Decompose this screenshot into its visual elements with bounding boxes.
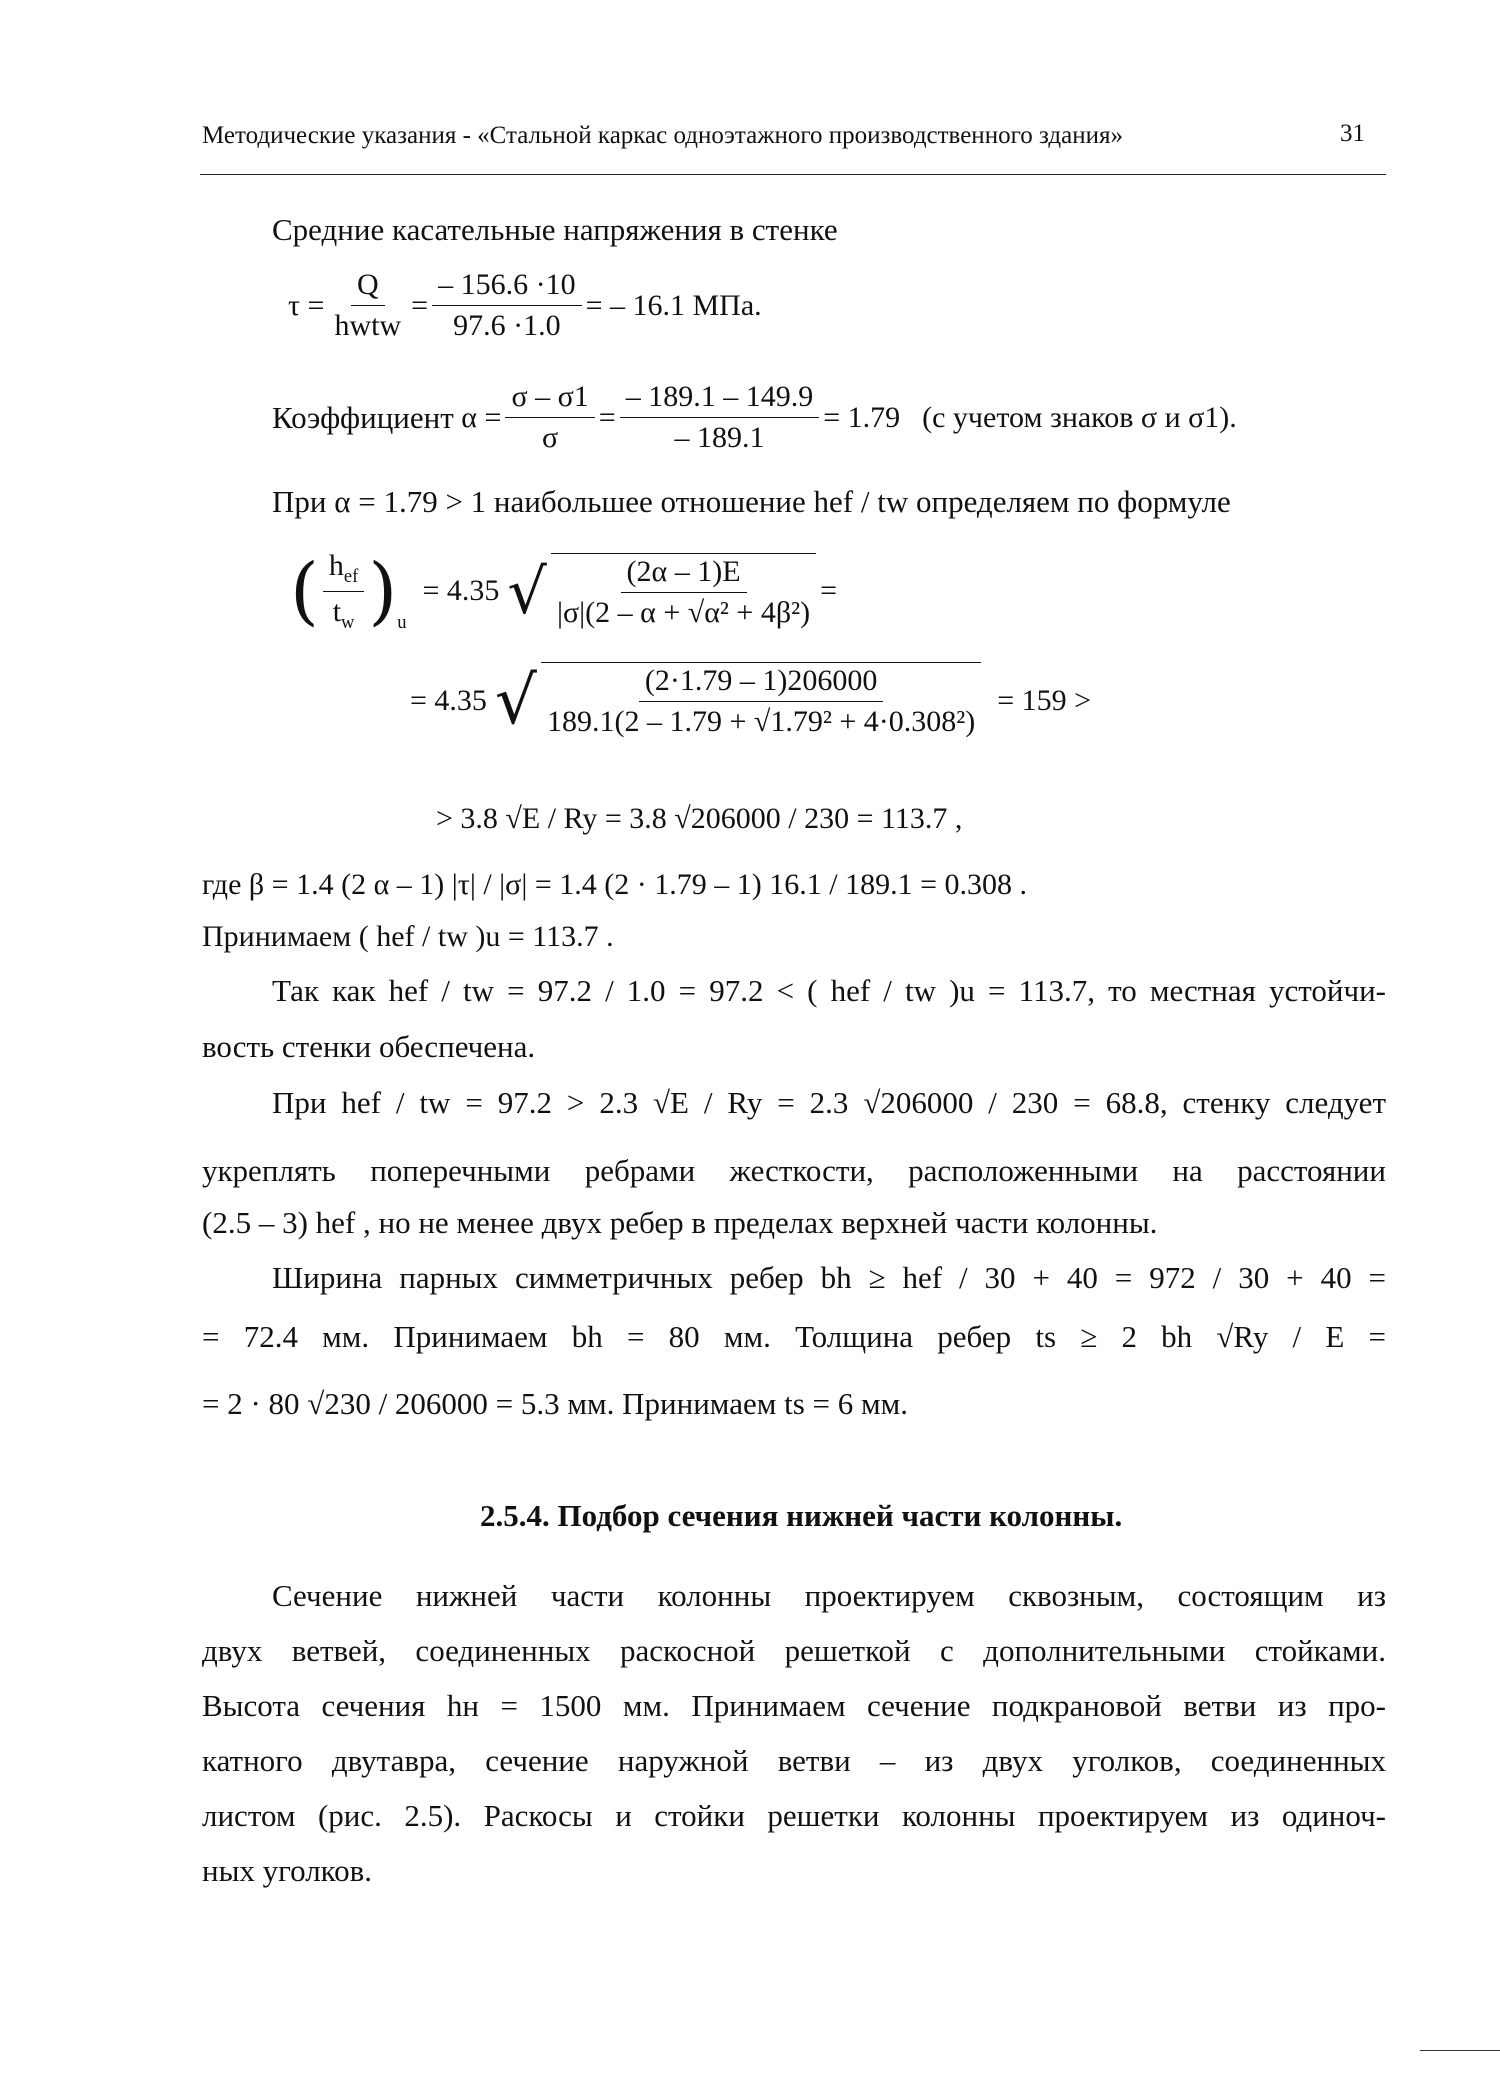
page-number: 31 [1340, 120, 1365, 147]
width-line-1: Ширина парных симметричных ребер bh ≥ hef / 30 + 40 = 972 / 30 + 40 = [272, 1260, 1386, 1295]
tau-intro: Средние касательные напряжения в стенке [272, 212, 838, 247]
formula1-numerator: (2α – 1)E [621, 555, 747, 593]
paragraph-line-2: двух ветвей, соединенных раскосной решеткой с дополнительными стойками. [202, 1633, 1386, 1668]
width-line-2: = 72.4 мм. Принимаем bh = 80 мм. Толщина ребер ts ≥ 2 bh √Ry / E = [202, 1319, 1386, 1354]
page-header-title: Методические указания - «Стальной каркас одноэтажного производственного здания» [202, 122, 1123, 149]
when-h-line-1: При hef / tw = 97.2 > 2.3 √E / Ry = 2.3 √206000 / 230 = 68.8, стенку следует [272, 1085, 1386, 1120]
alpha-denominator-values: – 189.1 [674, 421, 765, 454]
tau-numerator-values: – 156.6 ·10 [432, 268, 582, 306]
ratio-limit-formula: > 3.8 √E / Ry = 3.8 √206000 / 230 = 113.7 , [436, 802, 963, 835]
formula2-result: = 159 > [997, 683, 1092, 717]
formula1-coefficient: = 4.35 [422, 574, 500, 607]
ratio-formula-general: ( $\frac{h_{ef}}{t_w}$ ) $_u$ = 4.35 √ $\frac{(2\alpha - 1)E}{\text{|σ|(2 – α + √α² + 4β²)}}$ = [290, 548, 838, 634]
tau-numerator: Q [351, 268, 385, 306]
paragraph-line-4: катного двутавра, сечение наружной ветви – из двух уголков, соединенных [202, 1743, 1386, 1778]
alpha-formula: Коэффициент α = $\frac{\sigma - \sigma 1}{\sigma}$ = $\frac{- 189.1 - 149.9}{- 189.1}$ = 1.79 (с учетом знаков σ и σ1). [272, 380, 1237, 454]
width-line-3: = 2 · 80 √230 / 206000 = 5.3 мм. Принимаем ts = 6 мм. [202, 1386, 908, 1421]
when-h-line-3: (2.5 – 3) hef , но не менее двух ребер в пределах верхней части колонны. [202, 1205, 1158, 1240]
tau-result: = – 16.1 МПа. [585, 288, 762, 322]
formula2-coefficient: = 4.35 [410, 683, 487, 717]
since-line-1: Так как hef / tw = 97.2 / 1.0 = 97.2 < ( hef / tw )u = 113.7, то местная устойчи- [272, 973, 1386, 1008]
since-line-2: вость стенки обеспечена. [202, 1029, 536, 1064]
when-h-line-2: укреплять поперечными ребрами жесткости, расположенными на расстоянии [202, 1153, 1386, 1188]
paragraph-line-3: Высота сечения hн = 1500 мм. Принимаем сечение подкрановой ветви из про- [202, 1688, 1386, 1723]
ratio-formula-values: = 4.35 √ $\frac{(2\cdot 1.79 - 1)206000}{\text{189.1(2 – 1.79 + √1.79² + 4·0.308²)}}$ = 159 > [410, 662, 1092, 739]
section-heading: 2.5.4. Подбор сечения нижней части колонны. [480, 1498, 1123, 1533]
header-rule [200, 174, 1386, 175]
alpha-label: Коэффициент [272, 400, 454, 435]
scan-artifact-line [1420, 2050, 1500, 2051]
formula1-denominator: |σ|(2 – α + √α² + 4β²) [556, 595, 811, 629]
alpha-denominator: σ [542, 421, 559, 454]
accept-line: Принимаем ( hef / tw )u = 113.7 . [202, 920, 614, 953]
tau-denominator-values: 97.6 ·1.0 [453, 309, 561, 342]
paragraph-line-1: Сечение нижней части колонны проектируем сквозным, состоящим из [272, 1578, 1386, 1613]
formula2-numerator: (2·1.79 – 1)206000 [639, 664, 883, 702]
paragraph-line-6: ных уголков. [202, 1853, 373, 1888]
tau-denominator: hwtw [334, 309, 402, 342]
alpha-numerator-values: – 189.1 – 149.9 [620, 380, 820, 418]
alpha-note: (с учетом знаков σ и σ1). [922, 400, 1237, 434]
tau-formula: τ = $\frac{Q}{\text{hwtw}}$ = $\frac{- 156.6 \cdot 10}{97.6 \cdot 1.0}$ = – 16.1 МПа. [288, 268, 762, 342]
when-alpha-line: При α = 1.79 > 1 наибольшее отношение hef / tw определяем по формуле [272, 484, 1231, 519]
alpha-numerator: σ – σ1 [505, 380, 594, 418]
formula2-denominator: 189.1(2 – 1.79 + √1.79² + 4·0.308²) [546, 705, 976, 738]
alpha-result: = 1.79 [823, 400, 901, 434]
beta-line: где β = 1.4 (2 α – 1) |τ| / |σ| = 1.4 (2 · 1.79 – 1) 16.1 / 189.1 = 0.308 . [202, 868, 1027, 901]
paragraph-line-5: листом (рис. 2.5). Раскосы и стойки решетки колонны проектируем из одиноч- [202, 1798, 1386, 1833]
